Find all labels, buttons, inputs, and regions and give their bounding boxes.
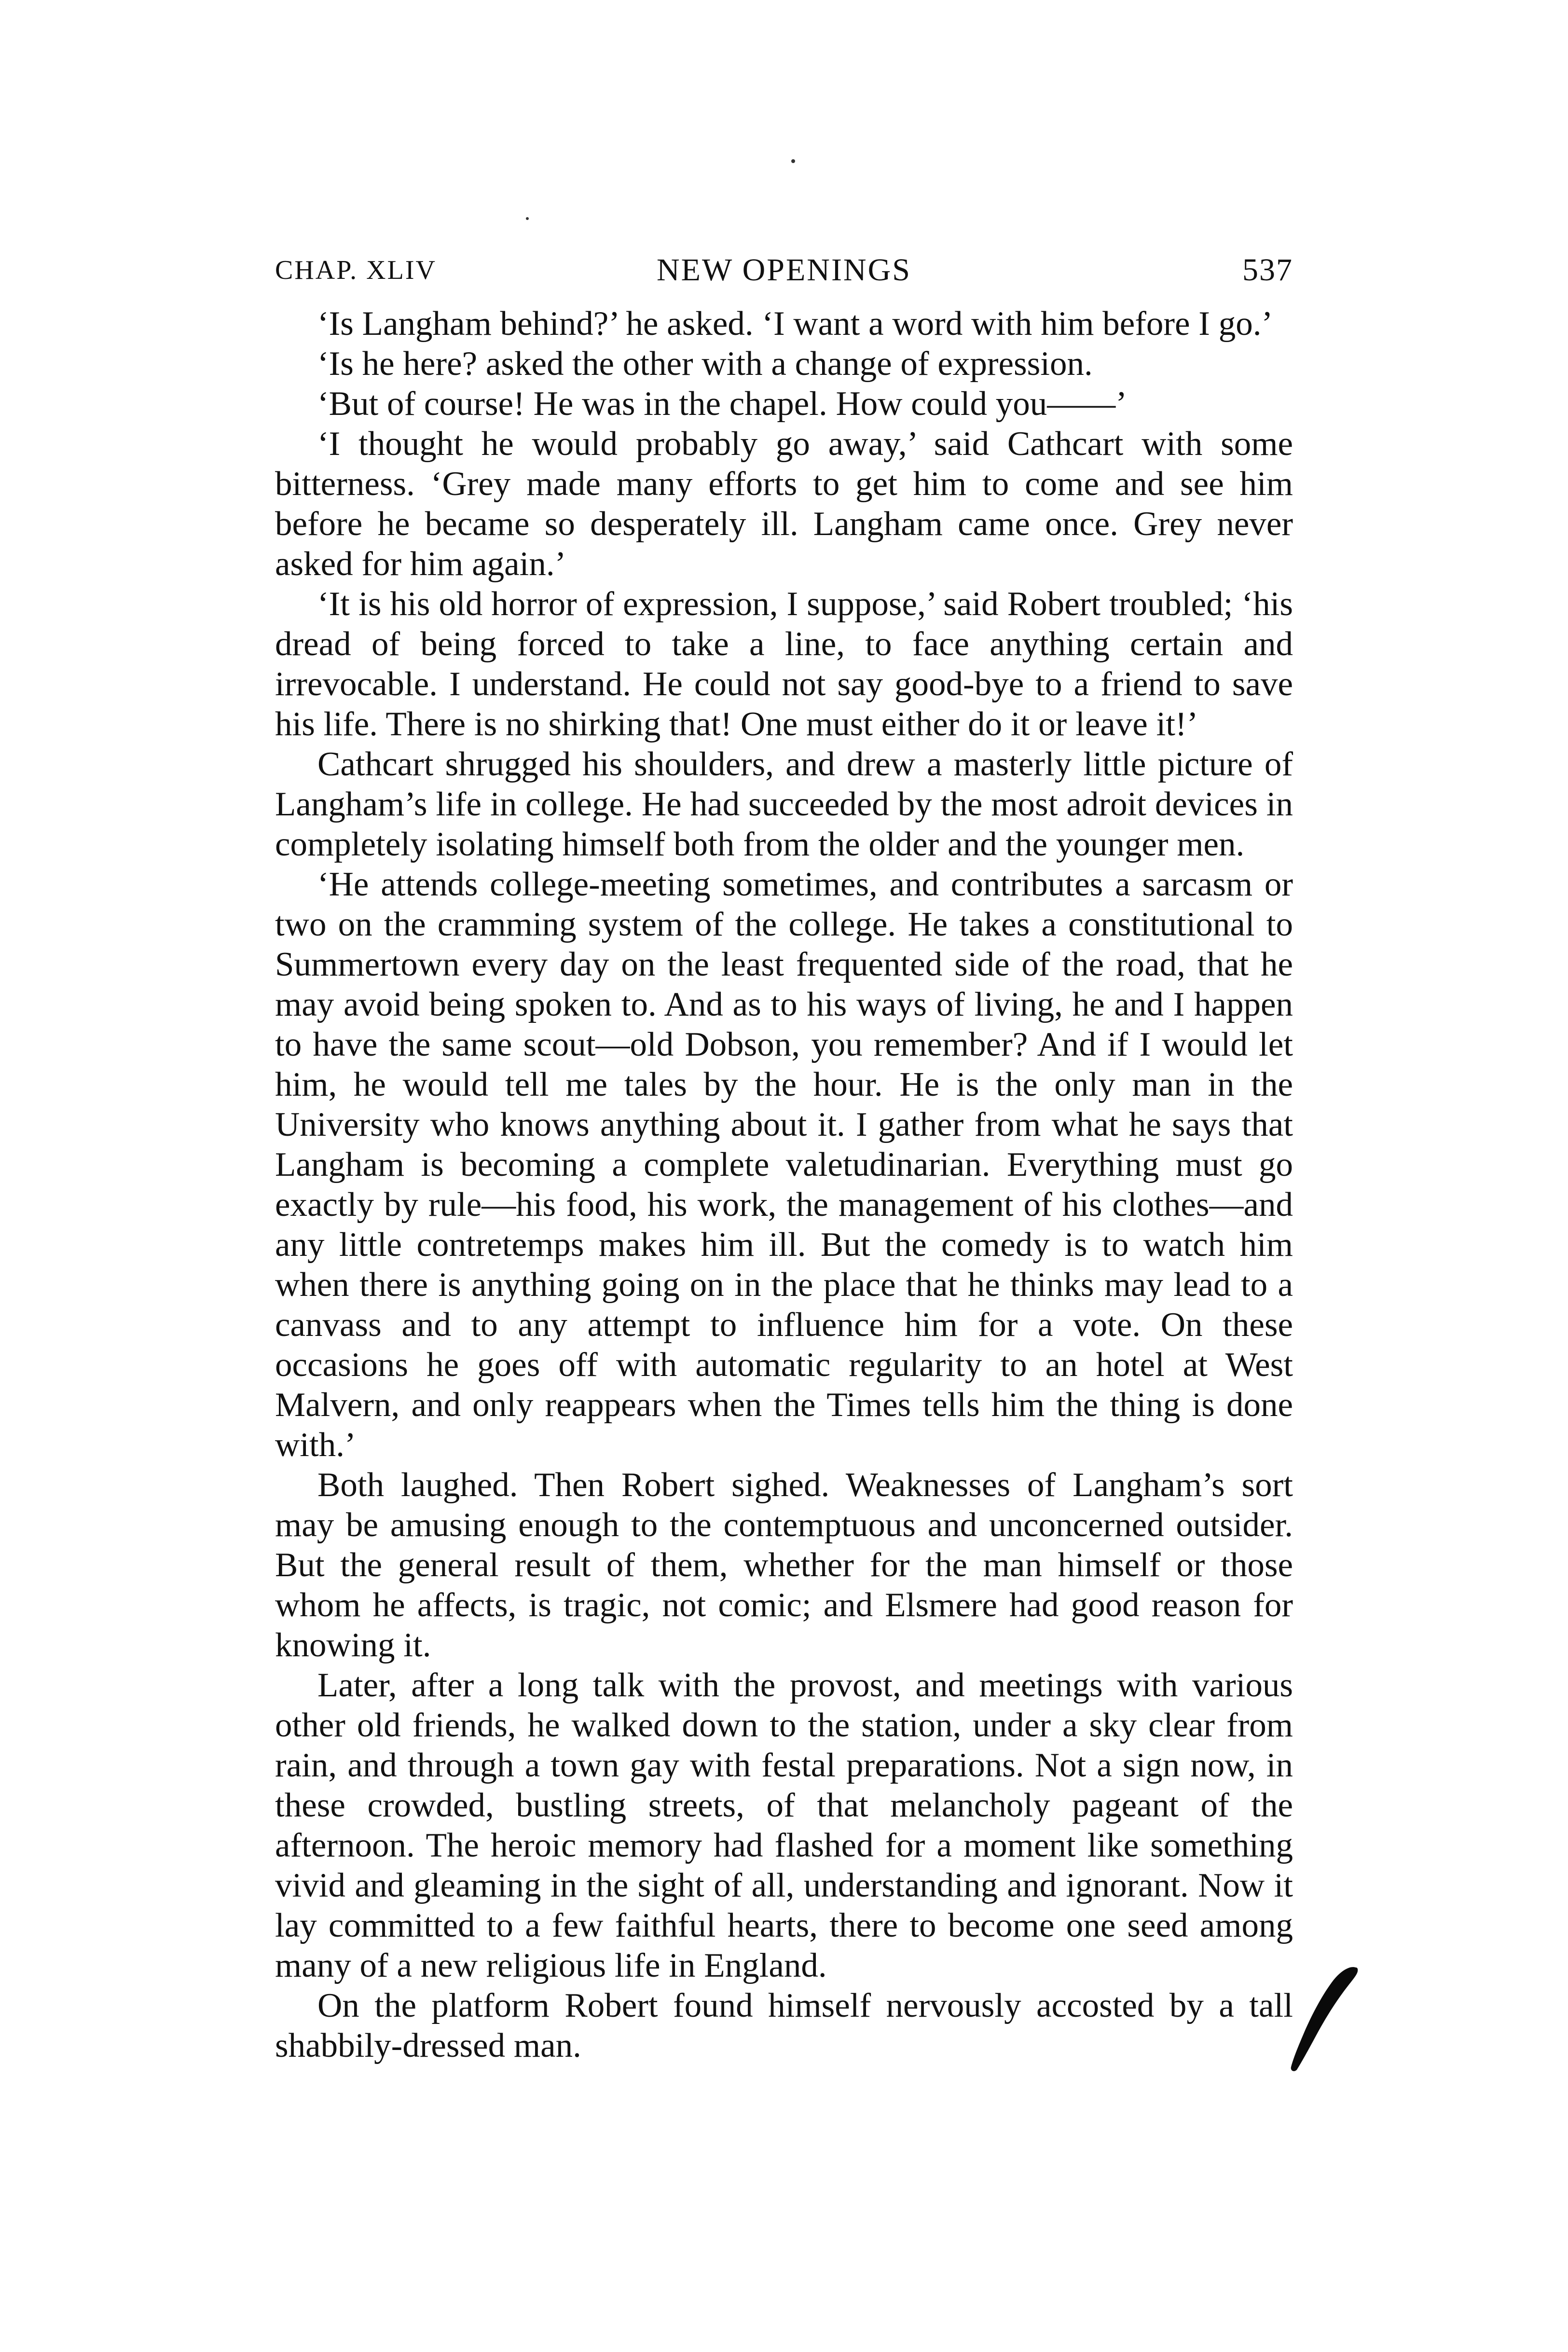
paragraph-9: Later, after a long talk with the provost, and meetings with various other old friends, he walked down to the station, under a sky clear from rain, and through a town gay with festal preparations. Not a sign now, in these crowded, bustling streets, of that melancholy pageant of the afternoon. The heroic memory had flashed for a moment like something vivid and gleaming in the sight of all, understanding and ignorant. Now it lay committed to a few faithful hearts, there to become one seed among many of a new religious life in England.	[275, 1666, 1293, 1984]
paragraph-4: ‘I thought he would probably go away,’ said Cathcart with some bitterness. ‘Grey made many efforts to get him to come and see him before he became so desperately ill. Langham came once. Grey never asked for him again.’	[275, 425, 1293, 583]
paragraph-5: ‘It is his old horror of expression, I suppose,’ said Robert troubled; ‘his dread of being forced to take a line, to face anything certain and irrevocable. I understand. He could not say good-bye to a friend to save his life. There is no shirking that! One must either do it or leave it!’	[275, 585, 1293, 743]
paragraph-7: ‘He attends college-meeting sometimes, and contributes a sarcasm or two on the cramming system of the college. He takes a constitutional to Summertown every day on the least frequented side of the road, that he may avoid being spoken to. And as to his ways of living, he and I happen to have the same scout—old Dobson, you remember? And if I would let him, he would tell me tales by the hour. He is the only man in the University who knows anything about it. I gather from what he says that Langham is becoming a complete valetudinarian. Everything must go exactly by rule—his food, his work, the management of his clothes—and any little contretemps makes him ill. But the comedy is to watch him when there is anything going on in the place that he thinks may lead to a canvass and to any attempt to influence him for a vote. On these occasions he goes off with automatic regularity to an hotel at West Malvern, and only reappears when the Times tells him the thing is done with.’	[275, 866, 1293, 1464]
paragraph-6: Cathcart shrugged his shoulders, and drew a masterly little picture of Langham’s life in college. He had succeeded by the most adroit devices in completely isolating himself both from the older and the younger men.	[275, 745, 1293, 863]
page-number: 537	[1242, 252, 1293, 288]
paragraph-3: ‘But of course! He was in the chapel. How could you——’	[317, 385, 1127, 423]
paragraph-8: Both laughed. Then Robert sighed. Weaknesses of Langham’s sort may be amusing enough to the contemptuous and unconcerned outsider. But the general result of them, whether for the man himself or those whom he affects, is tragic, not comic; and Elsmere had good reason for knowing it.	[275, 1466, 1293, 1664]
paragraph-1: ‘Is Langham behind?’ he asked. ‘I want a word with him before I go.’	[317, 305, 1273, 343]
paragraph-10: On the platform Robert found himself nervously accosted by a tall shabbily-dressed man.	[275, 1987, 1293, 2064]
page-speck	[791, 159, 795, 163]
ink-blot-mark	[1283, 1964, 1361, 2075]
paragraph-2: ‘Is he here? asked the other with a change of expression.	[317, 345, 1093, 383]
chapter-label: CHAP. XLIV	[275, 255, 437, 285]
page-speck	[526, 217, 529, 220]
body-text	[275, 304, 1293, 2066]
running-title: NEW OPENINGS	[657, 252, 911, 288]
running-header	[275, 246, 1293, 294]
